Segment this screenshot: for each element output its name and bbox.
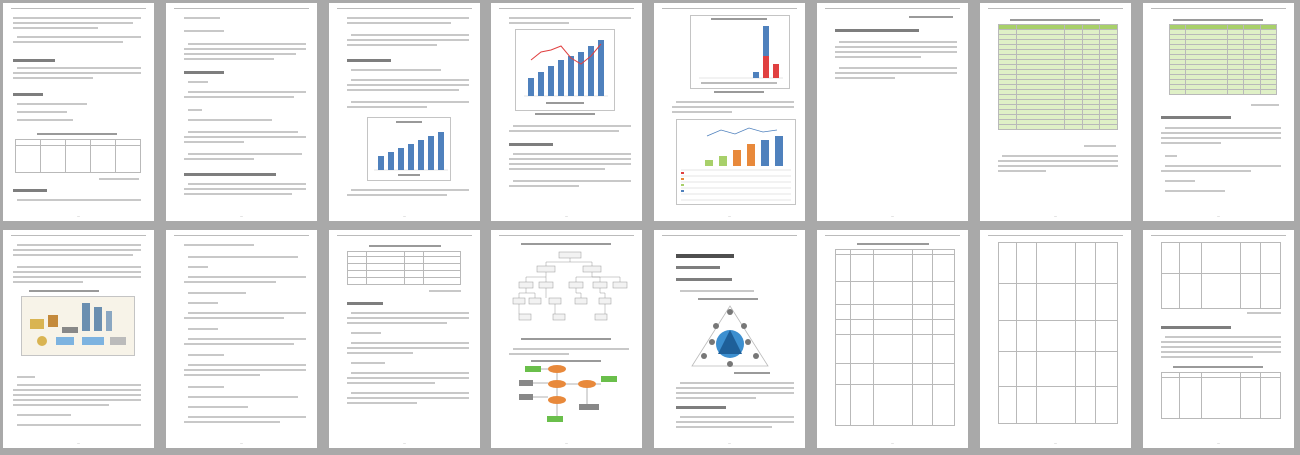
page-header-rule	[662, 235, 797, 236]
text-line	[13, 399, 141, 401]
page-thumbnail-12[interactable]	[491, 230, 642, 448]
table-source-note	[1251, 104, 1279, 106]
table-caption	[1010, 19, 1100, 21]
text-line	[347, 106, 427, 108]
text-line	[188, 256, 298, 258]
text-line	[347, 89, 459, 91]
text-line	[13, 249, 141, 251]
text-line	[188, 91, 306, 93]
text-line	[13, 41, 123, 43]
text-line	[347, 377, 469, 379]
text-line	[513, 348, 629, 350]
text-line	[184, 188, 306, 190]
text-line	[188, 396, 298, 398]
text-line	[347, 84, 469, 86]
text-line	[351, 34, 469, 36]
text-line	[676, 387, 794, 389]
text-line	[184, 343, 294, 345]
data-table	[1169, 24, 1277, 95]
page-thumbnail-15[interactable]	[980, 230, 1131, 448]
text-line	[351, 372, 469, 374]
section-heading	[13, 189, 47, 192]
page-number: —	[240, 214, 243, 218]
text-line	[1165, 190, 1225, 192]
table-caption	[37, 133, 117, 135]
text-line	[184, 48, 306, 50]
table-source-note	[1084, 145, 1116, 147]
page-header-rule	[11, 8, 146, 9]
table-source-note	[99, 178, 139, 180]
text-line	[188, 364, 306, 366]
text-line	[672, 111, 732, 113]
page-number: —	[240, 441, 243, 445]
text-line	[351, 312, 469, 314]
text-line	[509, 163, 631, 165]
text-line	[184, 193, 292, 195]
stacked-bar-chart	[690, 15, 790, 89]
text-line	[17, 111, 67, 113]
data-table	[1161, 242, 1281, 309]
text-line	[188, 328, 218, 330]
text-line	[188, 292, 246, 294]
text-line	[1161, 132, 1281, 134]
table-caption	[1173, 19, 1263, 21]
text-line	[1002, 155, 1118, 157]
figure-caption	[535, 113, 595, 115]
data-table	[998, 242, 1118, 424]
data-table	[15, 139, 141, 173]
text-line	[17, 384, 141, 386]
text-line	[184, 374, 260, 376]
page-number: —	[77, 214, 80, 218]
illustration	[21, 296, 135, 356]
text-line	[184, 30, 224, 32]
text-line	[680, 290, 754, 292]
page-number: —	[728, 441, 731, 445]
figure-caption	[734, 372, 770, 374]
page-header-rule	[11, 235, 146, 236]
page-number: —	[403, 441, 406, 445]
text-line	[509, 185, 579, 187]
page-thumbnail-4[interactable]	[491, 3, 642, 221]
text-line	[184, 141, 244, 143]
section-heading	[184, 173, 276, 176]
text-line	[680, 382, 794, 384]
text-line	[17, 199, 141, 201]
text-line	[1165, 336, 1281, 338]
text-line	[1161, 341, 1281, 343]
text-line	[17, 414, 71, 416]
text-line	[17, 119, 73, 121]
page-header-rule	[174, 235, 309, 236]
page-thumbnail-10[interactable]	[166, 230, 317, 448]
triangle-diagram-graphic	[690, 304, 770, 370]
text-line	[184, 17, 220, 19]
text-line	[835, 77, 895, 79]
page-number: —	[891, 441, 894, 445]
table-caption	[1173, 366, 1263, 368]
text-line	[351, 392, 469, 394]
text-line	[513, 180, 631, 182]
page-thumbnail-2[interactable]	[166, 3, 317, 221]
text-line	[184, 136, 306, 138]
page-header-rule	[825, 8, 960, 9]
text-line	[1161, 346, 1281, 348]
text-line	[351, 101, 469, 103]
text-line	[509, 168, 605, 170]
text-line	[188, 338, 306, 340]
text-line	[184, 96, 294, 98]
text-line	[347, 17, 469, 19]
text-line	[184, 421, 280, 423]
section-heading	[184, 71, 224, 74]
text-line	[188, 312, 306, 314]
page-header-rule	[988, 235, 1123, 236]
text-line	[17, 424, 141, 426]
text-line	[839, 67, 957, 69]
section-heading	[676, 278, 732, 281]
text-line	[188, 119, 272, 121]
text-line	[13, 77, 93, 79]
page-number: —	[1217, 441, 1220, 445]
text-line	[17, 36, 141, 38]
data-table	[347, 251, 461, 285]
text-line	[188, 416, 306, 418]
text-line	[184, 369, 306, 371]
figure-caption	[521, 338, 611, 340]
page-number: —	[728, 214, 731, 218]
page-header-rule	[1151, 235, 1286, 236]
table-source-note	[429, 290, 461, 292]
page-thumbnail-9[interactable]	[3, 230, 154, 448]
text-line	[509, 158, 631, 160]
text-line	[351, 362, 385, 364]
section-heading	[13, 59, 55, 62]
text-line	[351, 189, 469, 191]
figure-caption	[714, 91, 764, 93]
text-line	[676, 101, 794, 103]
text-line	[835, 51, 957, 53]
text-line	[672, 106, 794, 108]
text-line	[184, 158, 254, 160]
text-line	[188, 302, 218, 304]
bar-chart	[367, 117, 451, 181]
text-line	[998, 170, 1046, 172]
text-line	[1161, 137, 1281, 139]
page-number: —	[1054, 441, 1057, 445]
page-thumbnail-8[interactable]	[1143, 3, 1294, 221]
page-header-rule	[988, 8, 1123, 9]
text-line	[17, 67, 141, 69]
page-number: —	[1054, 214, 1057, 218]
text-line	[509, 130, 619, 132]
page-thumbnail-3[interactable]	[329, 3, 480, 221]
page-thumbnail-14[interactable]	[817, 230, 968, 448]
text-line	[188, 109, 202, 111]
chapter-heading	[676, 254, 734, 258]
text-line	[347, 382, 435, 384]
text-line	[1165, 155, 1177, 157]
text-line	[1161, 142, 1221, 144]
text-line	[839, 41, 957, 43]
text-line	[13, 254, 133, 256]
bar-chart-graphic	[368, 118, 450, 180]
page-thumbnail-13[interactable]	[654, 230, 805, 448]
section-heading	[509, 143, 553, 146]
table-source-note	[1247, 312, 1281, 314]
text-line	[188, 276, 306, 278]
stacked-bar-chart-graphic	[691, 16, 789, 88]
text-line	[188, 406, 248, 408]
text-line	[676, 426, 772, 428]
section-heading	[347, 59, 391, 62]
text-line	[676, 397, 756, 399]
text-line	[835, 72, 957, 74]
page-thumbnail-6[interactable]	[817, 3, 968, 221]
text-line	[188, 81, 208, 83]
text-line	[998, 160, 1118, 162]
text-line	[347, 347, 469, 349]
section-heading	[835, 29, 919, 32]
page-thumbnail-16[interactable]	[1143, 230, 1294, 448]
text-line	[184, 53, 296, 55]
text-line	[1165, 127, 1281, 129]
text-line	[184, 317, 284, 319]
page-thumbnail-7[interactable]	[980, 3, 1131, 221]
page-number: —	[891, 214, 894, 218]
page-header-rule	[337, 235, 472, 236]
text-line	[17, 376, 35, 378]
text-line	[835, 46, 957, 48]
text-line	[1165, 180, 1195, 182]
text-line	[347, 22, 451, 24]
text-line	[17, 244, 141, 246]
page-header-rule	[1151, 8, 1286, 9]
text-line	[513, 125, 631, 127]
text-line	[13, 72, 141, 74]
text-line	[188, 153, 302, 155]
page-number: —	[1217, 214, 1220, 218]
text-line	[1161, 351, 1281, 353]
text-line	[347, 352, 413, 354]
text-line	[13, 27, 98, 29]
page-thumbnail-11[interactable]	[329, 230, 480, 448]
figure-caption	[531, 360, 601, 362]
combo-chart	[515, 29, 615, 111]
text-line	[13, 17, 141, 19]
text-line	[188, 386, 224, 388]
text-line	[998, 165, 1118, 167]
text-line	[188, 183, 306, 185]
text-line	[680, 416, 794, 418]
section-heading	[1161, 116, 1231, 119]
text-line	[347, 194, 447, 196]
text-line	[13, 276, 141, 278]
section-heading	[676, 266, 720, 269]
section-heading	[1161, 326, 1231, 329]
text-line	[188, 354, 224, 356]
page-header-rule	[499, 235, 634, 236]
text-line	[347, 322, 447, 324]
page-number: —	[565, 441, 568, 445]
page-header-rule	[337, 8, 472, 9]
data-table	[1161, 372, 1281, 419]
page-header-rule	[662, 8, 797, 9]
text-line	[13, 404, 109, 406]
text-line	[347, 402, 417, 404]
data-table	[835, 249, 955, 426]
text-line	[13, 271, 141, 273]
figure-caption	[29, 290, 99, 292]
text-line	[1165, 165, 1281, 167]
text-line	[676, 392, 794, 394]
page-number: —	[403, 214, 406, 218]
text-line	[351, 69, 441, 71]
table-caption	[369, 245, 441, 247]
illustration-graphic	[22, 297, 134, 355]
text-line	[351, 342, 469, 344]
text-line	[13, 22, 133, 24]
text-line	[347, 397, 469, 399]
section-heading	[13, 93, 43, 96]
table-caption	[857, 243, 929, 245]
section-heading	[676, 406, 726, 409]
text-line	[347, 39, 469, 41]
text-line	[351, 332, 381, 334]
chart-with-data-table	[676, 119, 796, 205]
text-line	[13, 389, 141, 391]
text-line	[351, 79, 469, 81]
text-line	[13, 281, 83, 283]
text-line	[188, 43, 306, 45]
text-line	[347, 44, 437, 46]
text-line	[1161, 356, 1253, 358]
text-line	[513, 153, 631, 155]
text-line	[835, 56, 921, 58]
page-number: —	[77, 441, 80, 445]
text-line	[17, 103, 87, 105]
text-line	[509, 17, 631, 19]
text-line	[17, 266, 141, 268]
page-number: —	[565, 214, 568, 218]
section-heading	[347, 302, 383, 305]
text-line	[347, 317, 469, 319]
page-header-rule	[174, 8, 309, 9]
text-line	[509, 353, 569, 355]
data-table	[998, 24, 1118, 130]
figure-caption	[909, 16, 953, 18]
page-header-rule	[499, 8, 634, 9]
text-line	[188, 266, 208, 268]
text-line	[184, 281, 276, 283]
page-header-rule	[825, 235, 960, 236]
text-line	[509, 22, 569, 24]
page-thumbnail-1[interactable]	[3, 3, 154, 221]
chart-with-data-table-graphic	[677, 120, 795, 204]
text-line	[184, 58, 274, 60]
text-line	[1161, 170, 1251, 172]
org-chart-graphic	[509, 250, 631, 334]
figure-caption	[521, 243, 611, 245]
figure-caption	[698, 298, 758, 300]
text-line	[13, 394, 141, 396]
text-line	[188, 131, 298, 133]
flow-diagram-graphic	[517, 364, 621, 428]
text-line	[184, 244, 254, 246]
page-thumbnail-5[interactable]	[654, 3, 805, 221]
text-line	[676, 421, 794, 423]
combo-chart-graphic	[516, 30, 614, 110]
